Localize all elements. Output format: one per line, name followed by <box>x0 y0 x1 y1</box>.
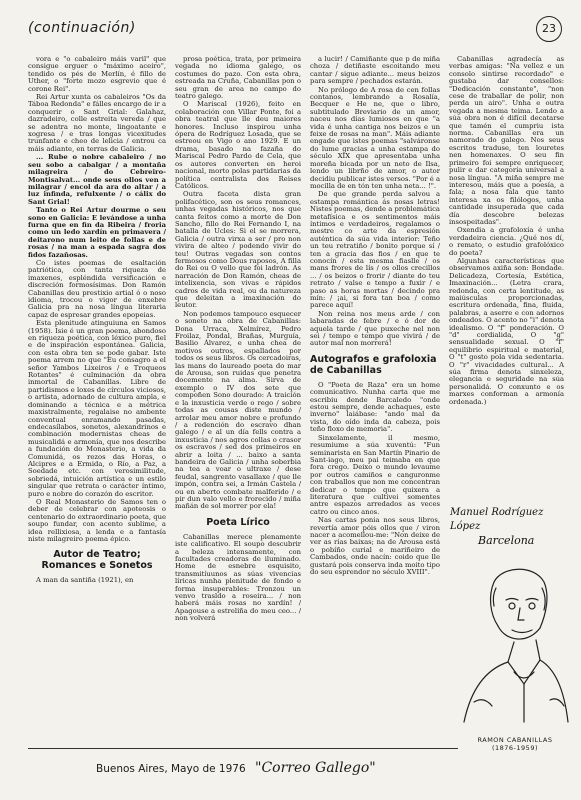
paragraph: O Real Monasterio de Samos ten o deber de celebrar con apoteosis o centenario do extraordinario poeta, que soupo fundar, con acento sublime, a idea rellixiosa, a lenda e a fantasía niste milagreiro poema épico. <box>28 497 166 543</box>
signature-place: Barcelona <box>478 534 535 547</box>
paragraph: a lucir! / Camiñante que p de miña choza / detiñaste escoitando meu cantar / sigue adiante... meus beizos para sempre / pechados estarán. <box>310 55 440 86</box>
portrait-caption <box>467 736 563 752</box>
paragraph: Co istes poemas de esaltación patriótica, con tanta riqueza de imaxenes, espléndida versificación e discreción formosísimas. Don Ramón Cabanillas deu prestixio artial ó o noso idioma, trocou o vigor de enxebre Galicia pra na nosa língua literaria capaz de espresar grandes epopeias. <box>28 258 166 319</box>
section-heading-autographs: Autografos e grafoloxia de Cabanillas <box>310 353 437 376</box>
paragraph: De que grande perda salvou a estampa romántica ás nosas letras! Nistes poemas, dende a problemática metafísica e os sentimentos máis íntimos e verdadeiros, regalamos o mestre co arte da espresión auténtica da súa vida interior: Teño un teu retratiño / bonito porque sí / ten a gracia das fios / en que te conocín / esta mesma fiaslle / os mans frores de lís / os ollos crecillos ... / os beizos o frorir / diante do teu retrato / valse e tempo a fuxir / e paso as horas mortas / decindo pra mín: / ¡ai, si fora tan boa / como parece aquí! <box>310 190 440 310</box>
caption-dates: (1876-1959) <box>491 744 538 752</box>
paragraph: Esta plenitude atinguiuna en Samos (1958). Isie é un gran poema, abondoso en riqueza poética, con léxico puro, fiel e de inspiración espontánea. Galicia, con esta obra ten se pode gabar. Iste poema arrem no que "Eu consagro a el señor Yambos Lixeiros / e Troqueos Rotantes" é culminación da obra inmortal de Cabanillas. Libre de partidismos e loxes de círculos viciosos, o artista, adornado de cultura ampla, e dominando a técnica e a métrica maxistralmente, regalaise no ambente conventual enramando pasadas, endecasílabos, sonetos, alexandrinos e combinación modernistas cheas de musicalidá e armonía, que nos describe a fundación do Monasterio, a vida da Comunidá, os rezos das Horas, o Alcipres e a Ermida, o Río, a Paz, a Soedade etc. con verosimilitude, sobriedá, intuición artística e un estilo singular que retrata o carácter íntimo, puro e nobre do corazón do escritor. <box>28 319 166 498</box>
paragraph: Outra faceta dista gran polifacético, son os seus romances, unhas vegadas históricos, nos que canta feitos como a morte de Don Sancho, fillo do Rei Fernando I, na batalla de Ucles: Si el se morrera, Galicia / outra virxa a ser / pro non vivira de alteo / podendo vivir do teu! Outras vegadas son contos fermosos como Dous raposos, A filla do Rei ou O vello que foi ladrón. As narración de Don Ramón, cheas de intelixencia, son vivas e rápidos cadros de vida real, ou da natureza que deleitan a imaxinación do leutor. <box>175 190 301 310</box>
paragraph: Cabanillas merece plenamente iste calificativo. El soupo descubrir a beleza intensamente, con facultades creadoras de iluminado. Home de esnebre esquisito, transmitíuunos as súas vivencias líricas nunha plenitude de fondo e forma insuperables: Tronzou un venvo trasldo a roseira... / non haberá máis rosas no xardín! / Apagouse a estreliña do meu ceo... / non volverá <box>175 532 301 623</box>
paragraph: prosa poética, trata, por primeira vegada no idioma galego, os costumes do pazo. Con esta obra, estreada na Cruña, Cabanillas pon o seu gran de area no campo do teatro galego. <box>175 55 301 101</box>
paragraph: vora e "o cabaleiro máis varil" que consigue erguer o "máximo aceiro", tendido os pés de Merlín, é fillo de Uther, o "forte mozo esgrevio que é corone Rei". <box>28 55 166 93</box>
paragraph: A man da santiña (1921), en <box>36 576 134 585</box>
paragraph: Algunhas características que observamos axiña son: Bondade. Delicadeza, Cortesía, Estética, Imaxinación... (Letra crara, redonda, con certa lentitude, as maiúsculas proporcionadas, escritura ordenada, fina, fluida, palabras, a aserre e con adornos ondeados. O acento no "i" denota idealismo. O "f" ponderación. O "d" cordialida, O "g" sensualidade sexual. O "f" equilibrio espiritual e material, O "t" gosto pola vida sedentaria. O "r" vivacidades cultural... A súa firma denota sinxeleza, elegancia e seguridade na súa personalidá. O conxunto e os marxes conforman a armonía ordenada.) <box>449 256 564 406</box>
paragraph-bold: Tanto o Rei Artur dourme o seu sono en Galicia: E levándose a unha furna que en fin da Ribeira / froria como un ledo xardín en primavera / deitarono num leito de follas e de rosas / na man a espada sagra dos fidos fazañosas. <box>28 206 166 259</box>
paragraph: Sinxelamente, il mesmo, resumiume a súa xuventú: "Fun seminarista en San Martín Pinario de Sant-iago, meu pai teimaba en que fora crego. Deixo o mundo levaume por outros camiños e canguronme con traballos que non me concentran dedicar o tempo que quixera a literatura que cultivei somentes antre espazos arredados as veces catro ou cinco anos. <box>310 433 440 516</box>
footer-publication-handwritten: "Correo Gallego" <box>255 760 376 776</box>
paragraph: Rei Artur xunta os cabaleiros "Os da Táboa Redonda" e fálles encargo de ir a conquerir o Sant Grial: Galahaz, dazradeiro, colle estreita vereda / que se adentra no monte, lingoatante e xogresa / e tras longas vicexitudes trunfante e cheo de lelicia / entrou ca máis adiante, en terras de Galicia. <box>28 93 166 153</box>
signature-name: Manuel Rodríguez López <box>450 507 544 532</box>
paragraph: Non podemos tampouco esquecer o soneto na obra de Cabanillas: Dona Urraca, Xelmírez, Pedro Froilaz, Pondal, Brañas, Murguía, Basilio Álvarez, e unha chea de motivos outros, espallados por todos os seus libros. Os cercadoiras, las mans do laureado poeta do mar de Arousa, son ruidas que penetra docemente na alma. Sirva de exemplo o IV dos sete que compoñen Sono dourado: A traición e la inxusticia verde o rego / sobre todas as cousas diste mundo / arrolar meu amor nobre e profundo / a redención do escravo dhan galego / e al un día fells contra a inxusticia / nos agros collas o crasor os escravos / sed dos primeiros en abrir a loita / ... baixo a santa bandeira de Galicia / unha soberbia na tea a voar o ultraxe / dese feudal, sangrento vasallaxe / que lle impón, contra sei, a Irmán Castela / ou en aberto combate malferido / e pir dun valo vello e frorecido / miña mañán de sol morrer por ela! <box>175 309 301 511</box>
paragraph: Non reina nos meus arde / con labaradas de febre / e ó dor de aquela tarde / que puxeche nel non sei / tempo e tempo que vivirá / de autor mal non morrerá! <box>310 309 440 348</box>
footer-divider <box>28 748 458 749</box>
paragraph-bold: ... Rube o nobre cabaleiro / no seu sobo a cabalgar / a montaña milagreira / do Cebreiro-Montisalvat... onde seus ollos ven a milagrar / encol da ara do altar / a luz infinda, refulxente / o cálix do Sant Grial! <box>28 153 166 206</box>
article-column-1 <box>28 56 166 730</box>
article-column-3 <box>310 56 440 730</box>
paragraph: Cabanillas agradecía as verbas amigas: "Na vellez e un consolo sintirse recordado" e gustaba dar consellos: "Dedicación constante", "non cese de traballar de polir, non perda un airo". Unha e outra vegada a mesma teima. Lendo a súa obra non é difícil decatarse que tamén el cumpriu ista norma. Cabanillas era un namorado do galego. Nos seus escritos traduse, ten louretes nen homenaxes. O seu fin primeiro foi sempre enriquecer, pulir e dar categoría universal a nosa língua. "A miña sempre me interesou, máis que a poesía, a fala; a nosa fala que tanto interesa xa os filólogos, unha cantidade insuperada que cada día descobre belezas insospeitadas". <box>449 55 564 226</box>
article-column-2 <box>175 56 301 656</box>
section-heading-lyric-poet: Poeta Lírico <box>206 516 270 528</box>
paragraph: Nas cartas ponia nos seus libros, revertía amor póis ollos que / viron nacer a acomellou-me: "Non deixe de ver as rías baixas; na de Arousa está o pobíño curial e mariñeiro de Cambados, onde nacín: coido que lle gustará pois conserva inda moito tipo do seu esprendor no século XVIII". <box>310 516 440 576</box>
circled-page-number: 23 <box>536 16 562 42</box>
footer-city-date: Buenos Aires, Mayo de 1976 <box>96 763 246 775</box>
portrait-sketch-illustration <box>454 552 572 727</box>
paragraph: O Mariscal (1926), feito en colaboración con Villar Ponte, foi a obra teatral que lle deu maiores honores. Incluso inspirou unha ópera de Rodríguez Losada, que se estreou en Vigo o ano 1929. E un drama, basado na fazaña do Mariscal Pedro Pardo de Cela, que os autores converten en heroi nacional, morto polas partidarias da política centralista dos Reises Católicos. <box>175 100 301 190</box>
footer-source <box>96 760 376 776</box>
paragraph: No prólogo de A rosa de cen follas contanos, lembrando a Rosalía, Becquer e He ne, que o libro, subtitulado Breviario de un amor, naceu nos días lumiosos en que "a vida é unha cantiga nos beizos e un feixe de rosas na man". Máis adiante engade que istes poemas "salváronse do lume gracias a unha estampa do século XIX que apresentaba unha moreña bicada por un neto de Ilsa, lendo un librño de amor, o autor decidiu publicar istes versos. "Por é a mocilla de en tón ten unha neta... !". <box>310 85 440 190</box>
caption-name: RAMON CABANILLAS <box>477 736 553 744</box>
paragraph: Oxendia a grafoloxía é unha verdadeira ciencia. ¿Qué nos dí, o remato, o estudio grafolóxico do poeta? <box>449 226 564 257</box>
handwritten-continuation-note: (continuación) <box>28 20 136 36</box>
section-heading-theatre: Autor de Teatro; Romances e Sonetos <box>41 549 153 572</box>
article-column-4 <box>449 55 564 406</box>
handwritten-signature <box>450 506 575 548</box>
paragraph: O "Poeta de Raza" era un home comunicativo. Nunha carta que me escribiu dende Barcaledo "onde estou sempre, dende achaques, este inverno" laiábase: "ando mal da vista, do oído inda da cabeza, pois teño floxo de memoria". <box>310 380 440 434</box>
